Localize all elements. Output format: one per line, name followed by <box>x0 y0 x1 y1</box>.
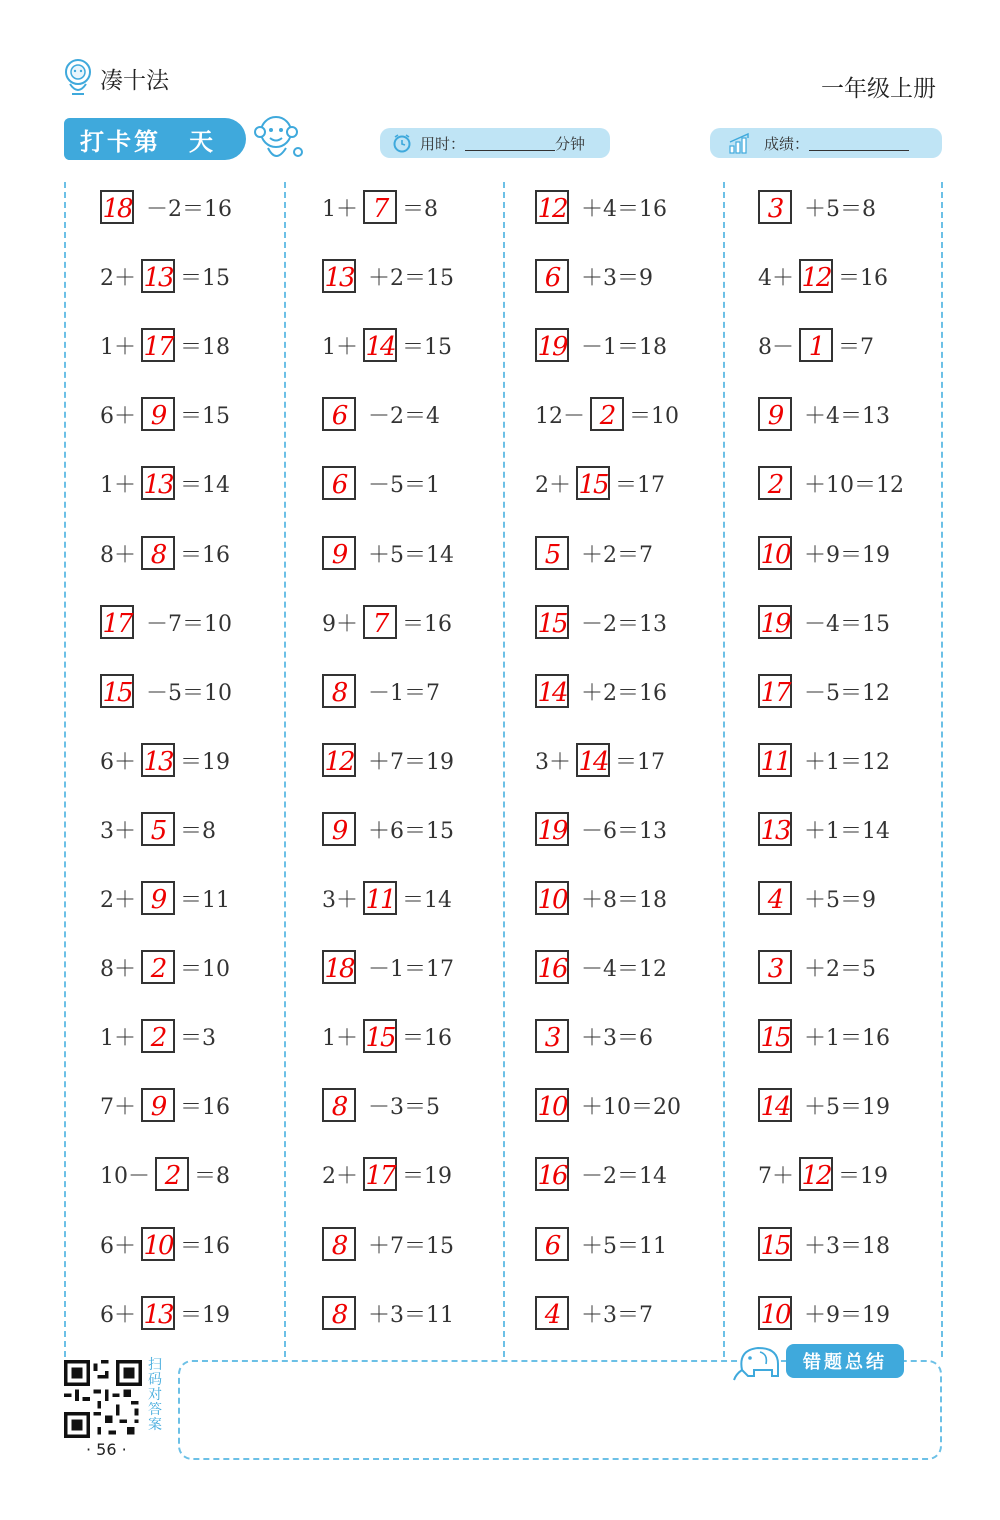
equation-item <box>758 740 958 780</box>
equation-suffix: －5＝10 <box>146 680 232 706</box>
answer-box[interactable]: 17 <box>758 674 792 708</box>
answer-box[interactable]: 15 <box>363 1019 397 1053</box>
answer-box[interactable]: 9 <box>322 536 356 570</box>
answer-box[interactable]: 8 <box>322 1088 356 1122</box>
equation-item <box>322 602 522 642</box>
equation-prefix: 8＋ <box>100 542 136 568</box>
equation-suffix: －2＝14 <box>581 1163 667 1189</box>
equation-suffix: ＋2＝7 <box>581 542 653 568</box>
equation-suffix: ＋2＝5 <box>804 956 876 982</box>
equation-suffix: ＋2＝15 <box>368 265 454 291</box>
equation-suffix: ＝8 <box>194 1163 230 1189</box>
answer-box[interactable]: 2 <box>758 466 792 500</box>
equation-suffix: ＝8 <box>402 196 438 222</box>
equation-suffix: －1＝18 <box>581 334 667 360</box>
score-label: 成绩： <box>764 134 810 153</box>
answer-box[interactable]: 17 <box>363 1157 397 1191</box>
equation-prefix: 7＋ <box>758 1163 794 1189</box>
answer-box[interactable]: 4 <box>535 1296 569 1330</box>
qr-code[interactable] <box>64 1360 142 1438</box>
equation-suffix: ＝7 <box>838 334 874 360</box>
answer-box[interactable]: 12 <box>799 1157 833 1191</box>
equation-item <box>322 809 522 849</box>
answer-box[interactable]: 12 <box>535 190 569 224</box>
equation-prefix: 3＋ <box>535 749 571 775</box>
answer-box[interactable]: 3 <box>758 190 792 224</box>
answer-box[interactable]: 9 <box>322 812 356 846</box>
equation-item <box>100 325 300 365</box>
equation-item <box>535 1154 735 1194</box>
equation-item <box>322 1224 522 1264</box>
answer-box[interactable]: 2 <box>141 950 175 984</box>
equation-suffix: ＋5＝19 <box>804 1094 890 1120</box>
equation-item <box>322 1154 522 1194</box>
equation-item <box>535 394 735 434</box>
equation-item <box>758 463 958 503</box>
equation-item <box>758 1293 958 1333</box>
equation-suffix: ＝10 <box>180 956 230 982</box>
equation-prefix: 6＋ <box>100 749 136 775</box>
equation-item <box>100 1293 300 1333</box>
answer-box[interactable]: 2 <box>141 1019 175 1053</box>
answer-box[interactable]: 16 <box>535 1157 569 1191</box>
equation-item <box>535 1224 735 1264</box>
equation-item <box>758 394 958 434</box>
equation-item <box>535 947 735 987</box>
equation-suffix: ＝15 <box>180 403 230 429</box>
equation-item <box>535 878 735 918</box>
equation-suffix: ＝16 <box>402 1025 452 1051</box>
time-used-unit: 分钟 <box>555 134 586 153</box>
equation-suffix: －7＝10 <box>146 611 232 637</box>
equation-prefix: 1＋ <box>100 1025 136 1051</box>
answer-box[interactable]: 13 <box>322 259 356 293</box>
answer-box[interactable]: 8 <box>141 536 175 570</box>
answer-box[interactable]: 14 <box>363 328 397 362</box>
equation-item <box>535 256 735 296</box>
equation-prefix: 2＋ <box>322 1163 358 1189</box>
equation-item <box>322 256 522 296</box>
equation-item <box>100 1085 300 1125</box>
equation-item <box>322 533 522 573</box>
equation-suffix: ＝16 <box>402 611 452 637</box>
equation-suffix: ＋3＝6 <box>581 1025 653 1051</box>
checkin-label-right: 天 <box>189 127 216 156</box>
answer-box[interactable]: 8 <box>322 674 356 708</box>
equation-item <box>100 1154 300 1194</box>
equation-item <box>322 463 522 503</box>
answer-box[interactable]: 9 <box>758 397 792 431</box>
equation-prefix: 3＋ <box>100 818 136 844</box>
equation-item <box>322 1293 522 1333</box>
answer-box[interactable]: 9 <box>141 1088 175 1122</box>
answer-box[interactable]: 9 <box>141 397 175 431</box>
equation-item <box>535 463 735 503</box>
answer-box[interactable]: 14 <box>535 674 569 708</box>
mistake-summary-tag: 错题总结 <box>786 1344 904 1378</box>
answer-box[interactable]: 18 <box>322 950 356 984</box>
equation-prefix: 12－ <box>535 403 585 429</box>
equation-prefix: 6＋ <box>100 403 136 429</box>
answer-box[interactable]: 15 <box>535 605 569 639</box>
equation-prefix: 1＋ <box>322 1025 358 1051</box>
equation-prefix: 1＋ <box>322 334 358 360</box>
header-left <box>62 58 169 98</box>
equation-prefix: 8－ <box>758 334 794 360</box>
answer-box[interactable]: 5 <box>535 536 569 570</box>
equation-item <box>535 1016 735 1056</box>
equation-prefix: 4＋ <box>758 265 794 291</box>
answer-box[interactable]: 15 <box>758 1019 792 1053</box>
equation-suffix: ＝17 <box>615 749 665 775</box>
equation-suffix: ＝8 <box>180 818 216 844</box>
column-divider <box>64 182 66 1357</box>
equation-item <box>758 602 958 642</box>
checkin-banner <box>64 118 246 160</box>
answer-box[interactable]: 16 <box>535 950 569 984</box>
equation-item <box>100 878 300 918</box>
answer-box[interactable]: 3 <box>758 950 792 984</box>
answer-box[interactable]: 12 <box>799 259 833 293</box>
equation-suffix: －5＝1 <box>368 472 440 498</box>
equation-item <box>100 1224 300 1264</box>
equation-suffix: ＝16 <box>180 542 230 568</box>
page-number: · 56 · <box>86 1440 127 1459</box>
equation-prefix: 2＋ <box>535 472 571 498</box>
equation-item <box>758 187 958 227</box>
equation-suffix: ＋7＝15 <box>368 1233 454 1259</box>
equation-suffix: ＋10＝12 <box>804 472 904 498</box>
equation-item <box>100 533 300 573</box>
equation-item <box>322 878 522 918</box>
answer-box[interactable]: 19 <box>535 812 569 846</box>
equation-suffix: ＝19 <box>838 1163 888 1189</box>
equation-item <box>758 1085 958 1125</box>
equation-item <box>322 1016 522 1056</box>
equation-suffix: ＋3＝11 <box>368 1302 454 1328</box>
answer-box[interactable]: 3 <box>535 1019 569 1053</box>
equation-prefix: 7＋ <box>100 1094 136 1120</box>
time-used-label: 用时： <box>420 134 466 153</box>
answer-box[interactable]: 15 <box>576 466 610 500</box>
answer-box[interactable]: 7 <box>363 190 397 224</box>
equation-prefix: 2＋ <box>100 887 136 913</box>
equation-suffix: ＝14 <box>402 887 452 913</box>
equation-item <box>100 740 300 780</box>
equation-item <box>322 671 522 711</box>
equation-prefix: 1＋ <box>322 196 358 222</box>
equation-item <box>322 1085 522 1125</box>
equation-item <box>535 671 735 711</box>
equation-suffix: ＝19 <box>180 1302 230 1328</box>
lion-mascot-icon <box>62 58 94 98</box>
equation-prefix: 3＋ <box>322 887 358 913</box>
equation-suffix: ＝10 <box>629 403 679 429</box>
answer-box[interactable]: 13 <box>141 259 175 293</box>
equation-item <box>758 1224 958 1264</box>
monkey-mascot-icon <box>248 112 308 168</box>
answer-box[interactable]: 2 <box>155 1157 189 1191</box>
equation-prefix: 2＋ <box>100 265 136 291</box>
equation-suffix: －6＝13 <box>581 818 667 844</box>
equation-suffix: －2＝13 <box>581 611 667 637</box>
equation-suffix: －3＝5 <box>368 1094 440 1120</box>
equation-suffix: －2＝16 <box>146 196 232 222</box>
answer-box[interactable]: 13 <box>141 743 175 777</box>
equation-item <box>535 1085 735 1125</box>
equation-suffix: ＋3＝9 <box>581 265 653 291</box>
equation-item <box>535 187 735 227</box>
equation-suffix: ＋4＝13 <box>804 403 890 429</box>
answer-box[interactable]: 13 <box>141 1296 175 1330</box>
equation-suffix: ＝15 <box>402 334 452 360</box>
equation-suffix: ＝11 <box>180 887 230 913</box>
score-field <box>710 128 942 158</box>
equation-suffix: ＝17 <box>615 472 665 498</box>
equation-suffix: ＋1＝14 <box>804 818 890 844</box>
equation-item <box>322 947 522 987</box>
answer-box[interactable]: 14 <box>758 1088 792 1122</box>
answer-box[interactable]: 12 <box>322 743 356 777</box>
equation-item <box>758 1016 958 1056</box>
equation-suffix: ＋10＝20 <box>581 1094 681 1120</box>
answer-box[interactable]: 6 <box>322 397 356 431</box>
equation-suffix: ＋5＝14 <box>368 542 454 568</box>
time-used-field <box>380 128 610 158</box>
equation-suffix: ＝19 <box>180 749 230 775</box>
equation-suffix: －4＝12 <box>581 956 667 982</box>
equation-prefix: 1＋ <box>100 472 136 498</box>
equation-suffix: ＋1＝16 <box>804 1025 890 1051</box>
equation-suffix: ＋2＝16 <box>581 680 667 706</box>
answer-box[interactable]: 13 <box>758 812 792 846</box>
equation-suffix: －1＝17 <box>368 956 454 982</box>
equation-suffix: ＋5＝8 <box>804 196 876 222</box>
equation-item <box>100 602 300 642</box>
answer-box[interactable]: 15 <box>758 1227 792 1261</box>
bar-chart-icon <box>728 132 754 154</box>
answer-box[interactable]: 6 <box>535 259 569 293</box>
answer-box[interactable]: 13 <box>141 466 175 500</box>
equation-item <box>322 740 522 780</box>
answer-box[interactable]: 1 <box>799 328 833 362</box>
equation-item <box>100 809 300 849</box>
equation-suffix: －4＝15 <box>804 611 890 637</box>
answer-box[interactable]: 10 <box>141 1227 175 1261</box>
answer-box[interactable]: 4 <box>758 881 792 915</box>
equation-item <box>535 809 735 849</box>
equation-item <box>100 1016 300 1056</box>
equation-item <box>758 878 958 918</box>
equation-suffix: ＝16 <box>180 1233 230 1259</box>
equation-suffix: ＝16 <box>838 265 888 291</box>
answer-box[interactable]: 2 <box>590 397 624 431</box>
equation-item <box>535 1293 735 1333</box>
equation-item <box>758 671 958 711</box>
equation-item <box>100 463 300 503</box>
equation-item <box>322 325 522 365</box>
equation-item <box>322 187 522 227</box>
equation-suffix: ＝14 <box>180 472 230 498</box>
equation-item <box>535 325 735 365</box>
answer-box[interactable]: 15 <box>100 674 134 708</box>
equation-item <box>535 740 735 780</box>
answer-box[interactable]: 10 <box>535 881 569 915</box>
equation-item <box>535 533 735 573</box>
answer-box[interactable]: 10 <box>758 1296 792 1330</box>
equation-suffix: ＋9＝19 <box>804 1302 890 1328</box>
equation-item <box>100 256 300 296</box>
score-blank[interactable] <box>809 136 909 151</box>
answer-box[interactable]: 19 <box>535 328 569 362</box>
answer-box[interactable]: 6 <box>322 466 356 500</box>
equation-suffix: －1＝7 <box>368 680 440 706</box>
answer-box[interactable]: 10 <box>535 1088 569 1122</box>
time-used-blank[interactable] <box>465 136 555 151</box>
equation-suffix: ＝18 <box>180 334 230 360</box>
equation-suffix: ＋8＝18 <box>581 887 667 913</box>
equation-suffix: ＋5＝9 <box>804 887 876 913</box>
equation-item <box>322 394 522 434</box>
equation-suffix: ＋9＝19 <box>804 542 890 568</box>
equation-suffix: ＋4＝16 <box>581 196 667 222</box>
answer-box[interactable]: 8 <box>322 1296 356 1330</box>
equation-item <box>100 671 300 711</box>
answer-box[interactable]: 11 <box>363 881 397 915</box>
answer-box[interactable]: 8 <box>322 1227 356 1261</box>
elephant-mascot-icon <box>732 1340 788 1382</box>
equation-item <box>100 187 300 227</box>
equation-item <box>100 394 300 434</box>
equation-prefix: 6＋ <box>100 1233 136 1259</box>
answer-box[interactable]: 10 <box>758 536 792 570</box>
answer-box[interactable]: 6 <box>535 1227 569 1261</box>
equation-item <box>535 602 735 642</box>
clock-icon <box>392 133 412 153</box>
answer-box[interactable]: 19 <box>758 605 792 639</box>
equation-suffix: －5＝12 <box>804 680 890 706</box>
equation-prefix: 1＋ <box>100 334 136 360</box>
equation-suffix: ＝19 <box>402 1163 452 1189</box>
equation-suffix: ＝15 <box>180 265 230 291</box>
equation-prefix: 6＋ <box>100 1302 136 1328</box>
checkin-label-left: 打卡第 <box>80 127 161 156</box>
scan-for-answers-label: 扫码对答案 <box>148 1357 162 1433</box>
answer-box[interactable]: 17 <box>141 328 175 362</box>
answer-box[interactable]: 14 <box>576 743 610 777</box>
equation-item <box>758 947 958 987</box>
equation-suffix: ＋7＝19 <box>368 749 454 775</box>
equation-suffix: ＋6＝15 <box>368 818 454 844</box>
answer-box[interactable]: 11 <box>758 743 792 777</box>
equation-item <box>758 325 958 365</box>
equation-suffix: ＋1＝12 <box>804 749 890 775</box>
equation-item <box>100 947 300 987</box>
equation-suffix: －2＝4 <box>368 403 440 429</box>
equation-item <box>758 809 958 849</box>
equation-item <box>758 533 958 573</box>
equation-suffix: ＋5＝11 <box>581 1233 667 1259</box>
equation-suffix: ＋3＝18 <box>804 1233 890 1259</box>
answer-box[interactable]: 5 <box>141 812 175 846</box>
equation-item <box>758 256 958 296</box>
equation-prefix: 8＋ <box>100 956 136 982</box>
equation-prefix: 9＋ <box>322 611 358 637</box>
answer-box[interactable]: 7 <box>363 605 397 639</box>
equation-suffix: ＝16 <box>180 1094 230 1120</box>
equation-suffix: ＋3＝7 <box>581 1302 653 1328</box>
answer-box[interactable]: 9 <box>141 881 175 915</box>
page-title: 凑十法 <box>100 67 169 94</box>
grade-label: 一年级上册 <box>821 76 936 102</box>
equation-suffix: ＝3 <box>180 1025 216 1051</box>
answer-box[interactable]: 18 <box>100 190 134 224</box>
equation-item <box>758 1154 958 1194</box>
equation-prefix: 10－ <box>100 1163 150 1189</box>
answer-box[interactable]: 17 <box>100 605 134 639</box>
